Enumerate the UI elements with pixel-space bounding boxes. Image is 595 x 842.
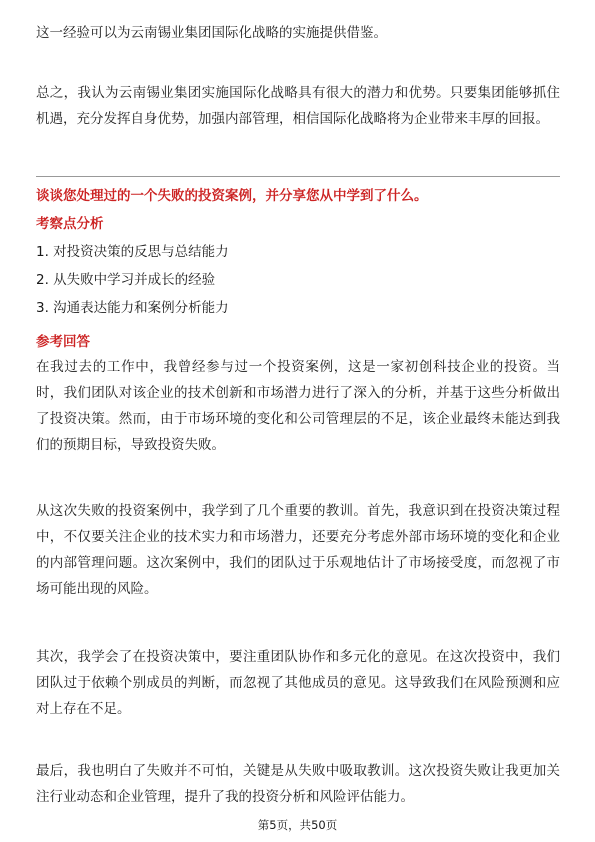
answer-paragraph: 最后，我也明白了失败并不可怕，关键是从失败中吸取教训。这次投资失败让我更加关注行业动态和企业管理，提升了我的投资分析和风险评估能力。 (36, 763, 560, 805)
answer-paragraph: 在我过去的工作中，我曾经参与过一个投资案例，这是一家初创科技企业的投资。当时，我们团队对该企业的技术创新和市场潜力进行了深入的分析，并基于这些分析做出了投资决策。然而，由于市场环境的变化和公司管理层的不足，该企业最终未能达到我们的预期目标，导致投资失败。 (36, 359, 560, 453)
analysis-point: 3. 沟通表达能力和案例分析能力 (36, 300, 229, 316)
answer-paragraph: 从这次失败的投资案例中，我学到了几个重要的教训。首先，我意识到在投资决策过程中，不仅要关注企业的技术实力和市场潜力，还要充分考虑外部市场环境的变化和企业的内部管理问题。这次案例中，我们的团队过于乐观地估计了市场接受度，而忽视了市场可能出现的风险。 (36, 503, 560, 597)
page-number-footer: 第5页，共50页 (257, 818, 338, 832)
answer-paragraph: 其次，我学会了在投资决策中，要注重团队协作和多元化的意见。在这次投资中，我们团队过于依赖个别成员的判断，而忽视了其他成员的意见。这导致我们在风险预测和应对上存在不足。 (36, 649, 560, 717)
analysis-point: 1. 对投资决策的反思与总结能力 (36, 244, 229, 260)
conclusion-paragraph: 总之，我认为云南锡业集团实施国际化战略具有很大的潜力和优势。只要集团能够抓住机遇，充分发挥自身优势，加强内部管理，相信国际化战略将为企业带来丰厚的回报。 (36, 85, 560, 127)
interview-question: 谈谈您处理过的一个失败的投资案例，并分享您从中学到了什么。 (36, 188, 428, 204)
section-divider (36, 176, 560, 177)
intro-tail-paragraph: 这一经验可以为云南锡业集团国际化战略的实施提供借鉴。 (36, 25, 387, 41)
analysis-point: 2. 从失败中学习并成长的经验 (36, 272, 216, 288)
analysis-heading: 考察点分析 (36, 216, 104, 232)
answer-heading: 参考回答 (36, 334, 90, 350)
